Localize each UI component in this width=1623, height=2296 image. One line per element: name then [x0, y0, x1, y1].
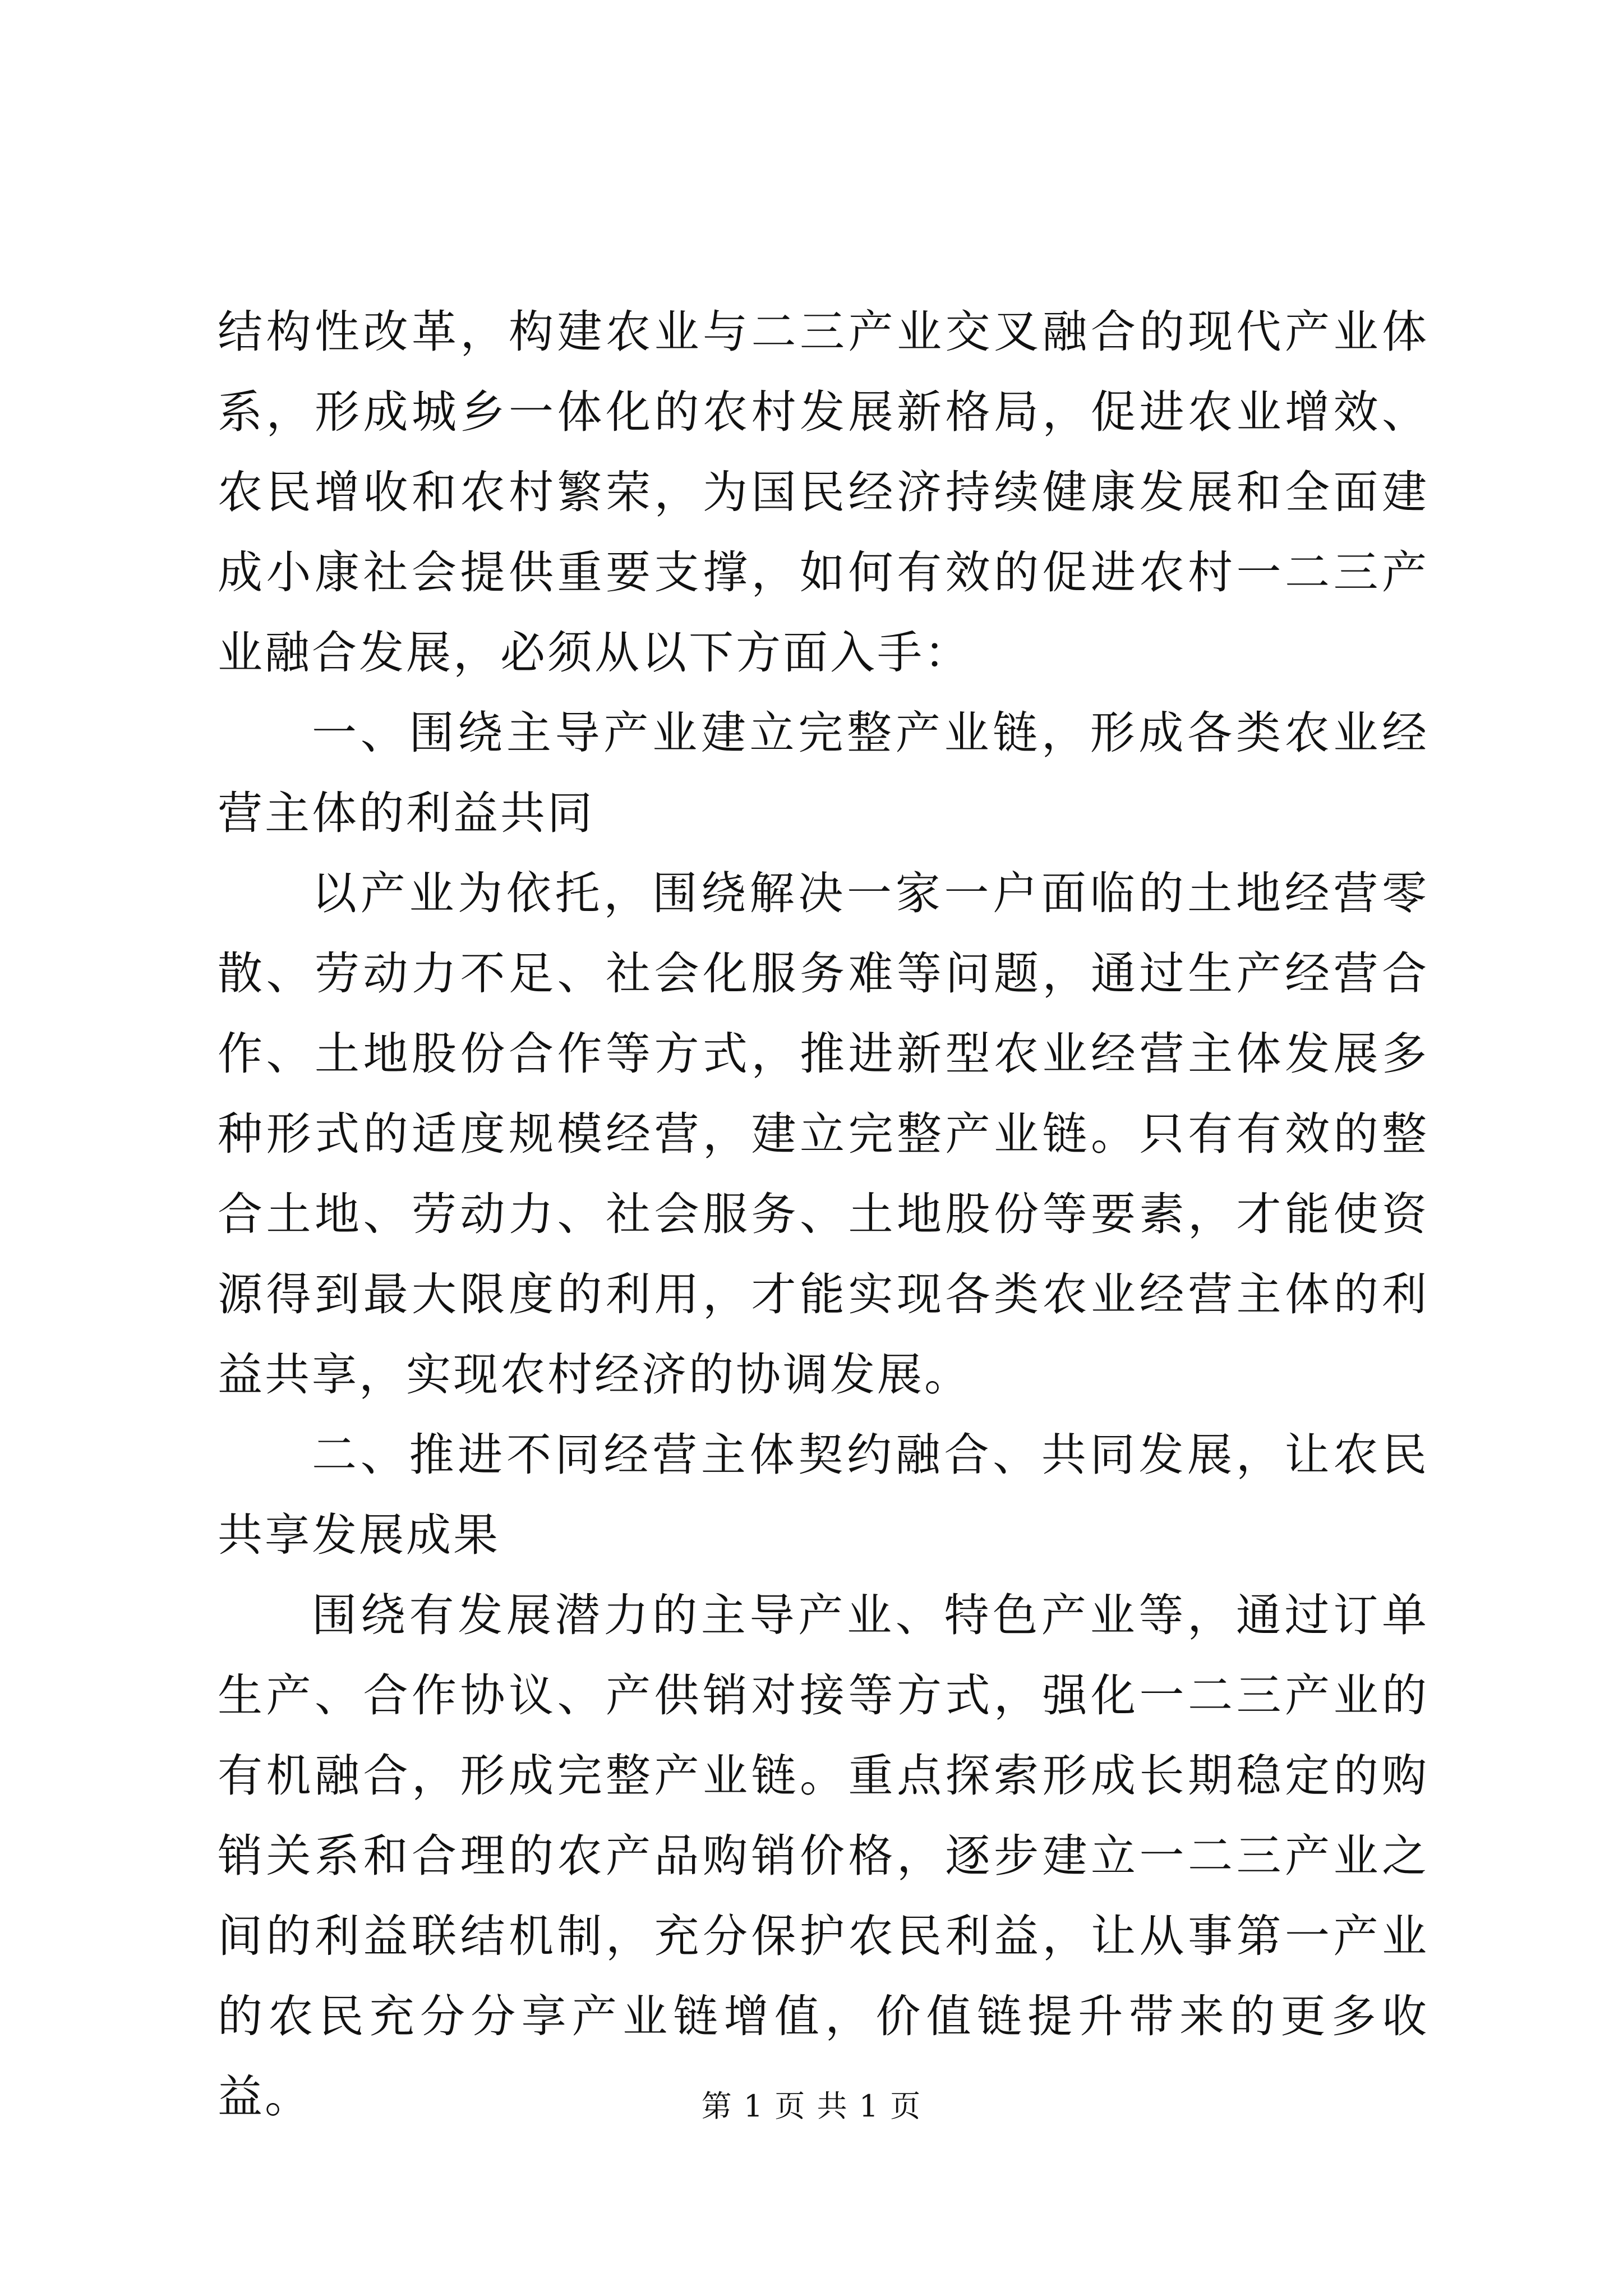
page-footer: 第 1 页 共 1 页 [701, 2088, 922, 2124]
paragraph-section-1: 以产业为依托，围绕解决一家一户面临的土地经营零散、劳动力不足、社会化服务难等问题，通过生产经营合作、土地股份合作等方式，推进新型农业经营主体发展多种形式的适度规模经营，建立完整产业链。只有有效的整合土地、劳动力、社会服务、土地股份等要素，才能使资源得到最大限度的利用，才能实现各类农业经营主体的利益共享，实现农村经济的协调发展。 [218, 867, 1429, 1401]
section-heading-2: 二、推进不同经营主体契约融合、共同发展，让农民共享发展成果 [218, 1429, 1429, 1561]
paragraph-intro: 结构性改革，构建农业与二三产业交叉融合的现代产业体系，形成城乡一体化的农村发展新格局，促进农业增效、农民增收和农村繁荣，为国民经济持续健康发展和全面建成小康社会提供重要支撑，如何有效的促进农村一二三产业融合发展，必须从以下方面入手： [218, 306, 1429, 679]
paragraph-section-2: 围绕有发展潜力的主导产业、特色产业等，通过订单生产、合作协议、产供销对接等方式，强化一二三产业的有机融合，形成完整产业链。重点探索形成长期稳定的购销关系和合理的农产品购销价格，逐步建立一二三产业之间的利益联结机制，充分保护农民利益，让从事第一产业的农民充分分享产业链增值，价值链提升带来的更多收益。 [218, 1589, 1429, 2123]
section-heading-1: 一、围绕主导产业建立完整产业链，形成各类农业经营主体的利益共同 [218, 707, 1429, 839]
document-body [218, 292, 1429, 2137]
